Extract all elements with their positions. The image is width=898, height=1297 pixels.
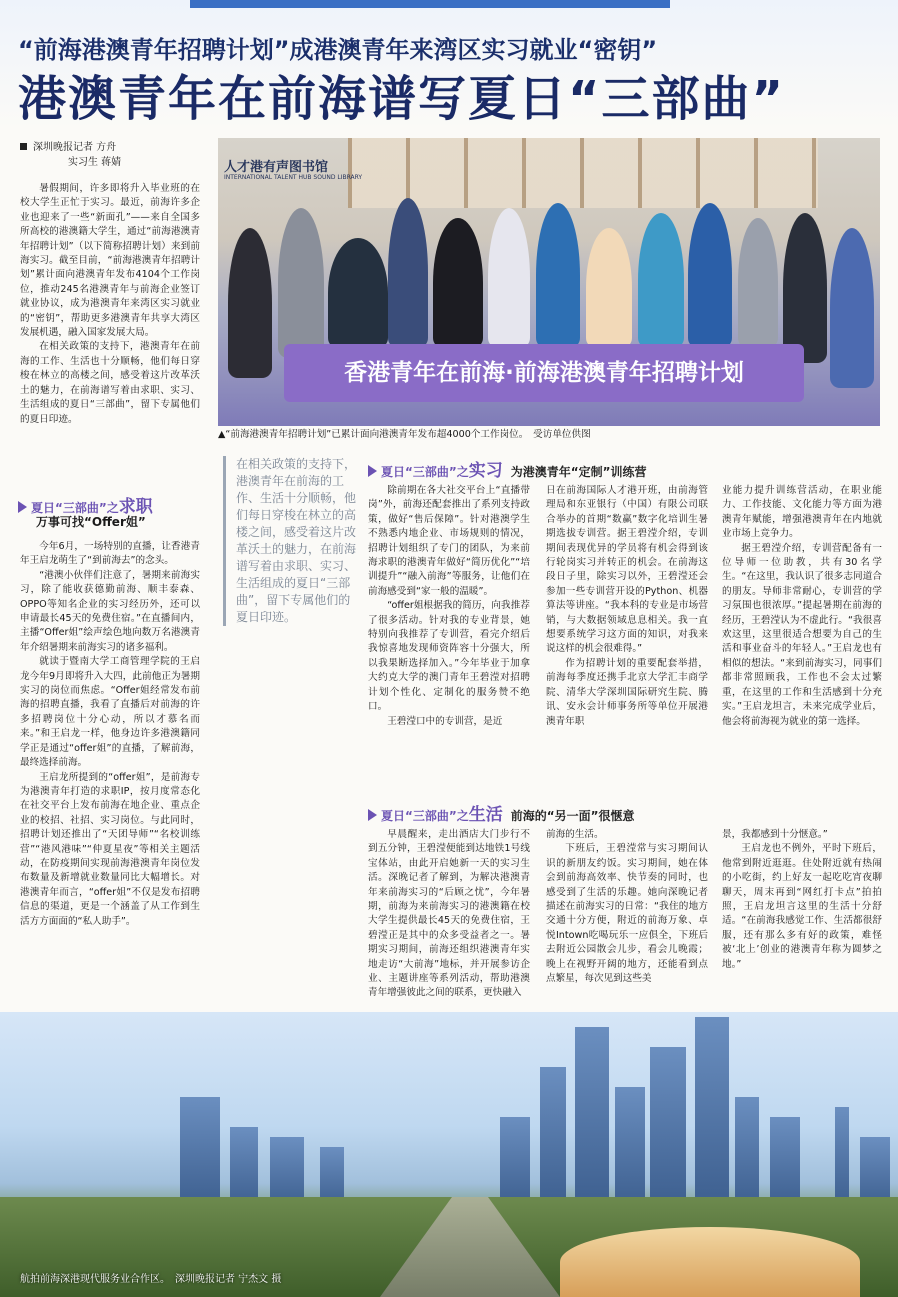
header-banner: [0, 0, 898, 128]
triangle-bullet-icon: [368, 465, 377, 477]
square-bullet-icon: [20, 143, 27, 150]
paragraph: 暑假期间，许多即将升入毕业班的在校大学生正忙于实习。最近，前海许多企业也迎来了一些“新面孔”——来自全国多所高校的港澳籍大学生，通过“前海港澳青年招聘计划”（以下简称招聘计划）来到前海实习。截至目前，“前海港澳青年招聘计划”累计面向港澳青年发布4104个工作岗位，推动245名港澳青年与前海企业签订就业协议，成为港澳青年来湾区实习就业的“密钥”，帮助更多港澳青年共享大湾区发展机遇，融入国家发展大局。: [20, 183, 200, 339]
paragraph: 王启龙也不例外，平时下班后，他常到附近逛逛。住处附近就有热闹的小吃街，约上好友一起吃吃宵夜聊聊天，周末再到“网红打卡点”拍拍照，王启龙坦言这里的生活十分舒适。“在前海我感觉工作、生活都很舒服，还有那么多有好的政策，难怪被‘北上’创业的港澳青年称为圆梦之地。”: [722, 843, 882, 970]
paragraph: 据王碧滢介绍，专训营配备有一位导师一位助教，共有30名学生。“在这里，我认识了很多志同道合的朋友。导师非常耐心，专训营的学习氛围也很浓厚。”提起暑期在前海的经历，王碧滢认为不虚此行。“我很喜欢这里，这里很适合想要为自己的生活和事业奋斗的年轻人。”王启龙也有相似的想法。“来到前海实习，同事们都非常照顾我，工作也不会太过繁重，在这里的工作和生活感到十分充实。”王启龙坦言，未来完成学业后，他会将前海视为就业的第一选择。: [722, 542, 882, 727]
paragraph: 景，我都感到十分惬意。”: [722, 829, 828, 840]
library-sign-en: INTERNATIONAL TALENT HUB SOUND LIBRARY: [224, 174, 363, 181]
paragraph: 作为招聘计划的重要配套举措，前海每季度还携手北京大学汇丰商学院、清华大学深圳国际研究生院、腾讯、安永会计师事务所等单位开展港澳青年职: [546, 657, 708, 727]
paragraph: 早晨醒来，走出酒店大门步行不到五分钟，王碧滢便能到达地铁1号线宝体站，由此开启她新一天的实习生活。深晚记者了解到，为解决港澳青年来前海实习的“后顾之忧”，今年暑期，前海为来前海实习的港澳籍在校大学生提供最长45天的免费住宿，王碧滢正是其中的众多受益者之一。暑期实习期间，前海还组织港澳青年实地走访“大前海”地标，并开展参访企业、主题讲座等系列活动，帮助港澳青年增强彼此之间的联系，更快融入: [368, 829, 530, 999]
paragraph: 今年6月，一场特别的直播，让香港青年王启龙萌生了“到前海去”的念头。: [20, 541, 200, 567]
paragraph: 除前期在各大社交平台上“直播带岗”外，前海还配套推出了系列支持政策，做好“售后保障”。针对港澳学生不熟悉内地企业、市场规则的情况，招聘计划组织了专门的团队，为来前海求职的港澳青年做好“简历优化”“培训提升”“融入前海”等服务，让他们在前海感受到“家一般的温暖”。: [368, 485, 530, 597]
section-subhead: 万事可找“Offer姐”: [36, 515, 146, 529]
section-prefix: 夏日“三部曲”之: [31, 501, 119, 515]
section-subhead: 前海的“另一面”很惬意: [510, 809, 635, 823]
triangle-bullet-icon: [368, 809, 377, 821]
section-prefix: 夏日“三部曲”之: [381, 465, 469, 479]
section2-col3: [722, 484, 882, 729]
byline-intern: 实习生 蒋婧: [68, 157, 122, 168]
top-strip: [190, 0, 670, 8]
skyline-photo: [0, 1012, 898, 1297]
triangle-bullet-icon: [18, 501, 27, 513]
group-photo: [218, 138, 880, 426]
section-keyword: 实习: [468, 461, 503, 481]
section1-text: [20, 540, 200, 929]
section-heading-internship: [368, 456, 647, 481]
paragraph: “offer姐根据我的简历，向我推荐了很多活动。针对我的专业背景，她特别向我推荐了专训营，看完介绍后我惊喜地发现师资阵容十分强大，所以我果断选择加入。”今年毕业于加拿大约克大学的澳门青年王碧滢对招聘计划个性化、定制化的服务赞不绝口。: [368, 600, 530, 713]
stadium-dome: [560, 1227, 860, 1297]
section3-col2: [546, 828, 708, 986]
section3-col1: [368, 828, 530, 1001]
byline-reporter: 深圳晚报记者 方舟: [33, 142, 117, 153]
paragraph: 在相关政策的支持下，港澳青年在前海的工作、生活也十分顺畅，他们每日穿梭在林立的高楼之间，感受着这片改革沃土的魅力，在前海谱写着由求职、实习、生活组成的夏日“三部曲”，留下专属他们的夏日印迹。: [20, 341, 200, 425]
article-title: 港澳青年在前海谱写夏日“三部曲”: [18, 71, 786, 127]
section2-col2: [546, 484, 708, 729]
section-subhead: 为港澳青年“定制”训练营: [510, 465, 647, 479]
paragraph: 王启龙所提到的“offer姐”，是前海专为港澳青年打造的求职IP，按月度常态化在社交平台上发布前海在地企业、重点企业的校招、社招、实习岗位。与此同时，招聘计划还推出了“天团导师”“名校训练营”“港风港味”“仲夏星夜”等相关主题活动，在防疫期间实现前海港澳青年岗位发布数量及新增就业数量同比大幅增长。对港澳青年而言，“offer姐”不仅是发布招聘信息的渠道，更是一个涵盖了从工作到生活方方面面的“私人助手”。: [20, 771, 200, 927]
pull-quote: 在相关政策的支持下，港澳青年在前海的工作、生活十分顺畅，他们每日穿梭在林立的高楼之间，感受着这片改革沃土的魅力，在前海谱写着由求职、实习、生活组成的夏日“三部曲”，留下专属他们的夏日印迹。: [223, 456, 356, 626]
section-heading-life: [368, 800, 635, 825]
section2-col1: [368, 484, 530, 729]
intro-text: [20, 182, 200, 427]
library-sign: 人才港有声图书馆: [224, 160, 329, 175]
article-subtitle: “前海港澳青年招聘计划”成港澳青年来湾区实习就业“密钥”: [18, 36, 658, 64]
photo-banner: 香港青年在前海·前海港澳青年招聘计划: [284, 344, 804, 402]
paragraph: 业能力提升训练营活动，在职业能力、工作技能、文化能力等方面为港澳青年赋能，增强港澳青年在内地就业市场上竞争力。: [722, 485, 882, 540]
byline: [20, 140, 121, 170]
section-keyword: 求职: [118, 497, 153, 517]
section3-col3: [722, 828, 882, 972]
skyline-caption: 航拍前海深港现代服务业合作区。 深圳晚报记者 宁杰文 摄: [20, 1274, 282, 1285]
paragraph: 下班后，王碧滢常与实习期间认识的新朋友约饭。实习期间，她在体会到前海高效率、快节奏的同时，也感受到了生活的乐趣。她向深晚记者描述在前海实习的日常：“我住的地方交通十分方便，附近的前海万象、卓悦Intown吃喝玩乐一应俱全，下班后去附近公园散会儿步，看会儿晚霞；晚上在视野开阔的地方，还能看到点点繁星，每次见到这些美: [546, 843, 708, 985]
paragraph: 前海的生活。: [546, 829, 604, 840]
photo-caption: ▲“前海港澳青年招聘计划”已累计面向港澳青年发布超4000个工作岗位。 受访单位供图: [218, 429, 591, 440]
paragraph: 就读于暨南大学工商管理学院的王启龙今年9月即将升入大四，此前他正为暑期实习的岗位而焦虑。“Offer姐经常发布前海的招聘直播，我看了直播后对前海的许多招聘岗位十分心动，所以才慕名而来。”和王启龙一样，他身边许多港澳籍同学正是通过“offer姐”的直播，了解前海，最终选择前海。: [20, 656, 200, 769]
section-keyword: 生活: [468, 805, 503, 825]
section-prefix: 夏日“三部曲”之: [381, 809, 469, 823]
paragraph: 王碧滢口中的专训营，是近: [387, 715, 503, 727]
paragraph: 日在前海国际人才港开班，由前海管理局和东亚银行（中国）有限公司联合举办的首期“数赢”数字化培训生暑期选拔专训营。据王碧滢介绍，专训期间表现优异的学员将有机会得到该行轮岗实习并转正的机会。在前海这段日子里，除实习以外，王碧滢还会参加一些专训营开设的Python、机器算法等讲座。“我本科的专业是市场营销，与大数据领域息息相关。我一直想要系统学习这方面的知识，对我来说这样的机会很难得。”: [546, 485, 708, 655]
paragraph: “港澳小伙伴们注意了，暑期来前海实习，除了能收获德勤前海、顺丰泰森、OPPO等知名企业的实习经历外，还可以申请最长45天的免费住宿。”在直播间内，主播“Offer姐”绘声绘色地向数万名港澳青年介绍暑期来前海实习的诸多福利。: [20, 569, 200, 653]
